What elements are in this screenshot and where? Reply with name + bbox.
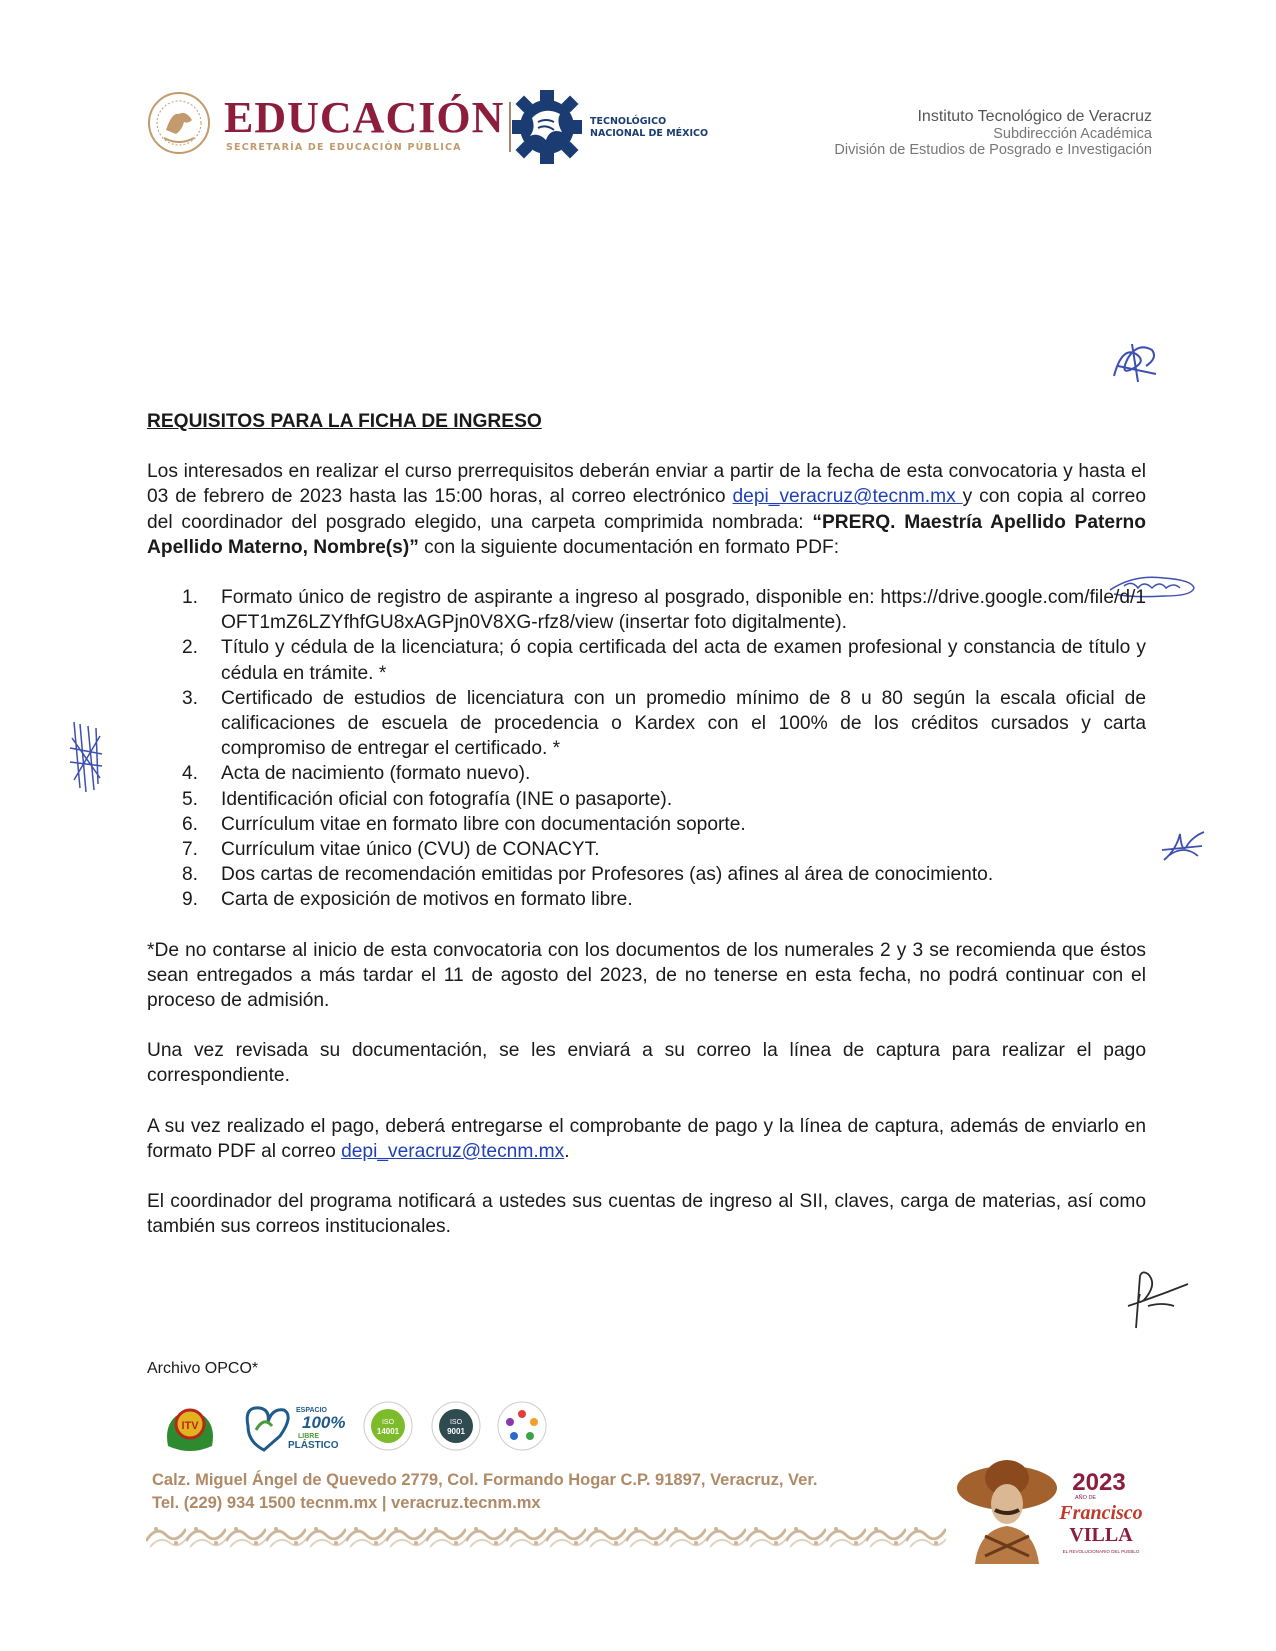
equality-badge-icon xyxy=(498,1402,546,1450)
tecnm-gear-logo-icon xyxy=(510,88,586,166)
requirement-text: Currículum vitae en formato libre con documentación soporte. xyxy=(221,813,746,835)
requirement-number: 2. xyxy=(182,637,199,659)
requirement-item xyxy=(147,812,1146,837)
footer-contact: Tel. (229) 934 1500 tecnm.mx | veracruz.tecnm.mx xyxy=(152,1494,541,1512)
plastic-free-line1: ESPACIO xyxy=(296,1407,327,1414)
itv-logo-icon xyxy=(167,1410,213,1451)
requirement-item xyxy=(147,761,1146,786)
requirement-item xyxy=(147,635,1146,685)
plastic-free-line2: 100% xyxy=(302,1413,346,1432)
requirement-item xyxy=(147,837,1146,862)
requirement-item xyxy=(147,686,1146,762)
requirement-item xyxy=(147,862,1146,887)
coordinator-paragraph: El coordinador del programa notificará a ustedes sus cuentas de ingreso al SII, claves, carga de materias, así como también sus correos institucionales. xyxy=(147,1191,1146,1238)
tecnm-line1: TECNOLÓGICO xyxy=(590,116,667,127)
payment-paragraph xyxy=(147,1114,1146,1164)
intro-email-link[interactable]: depi_veracruz@tecnm.mx xyxy=(732,486,963,508)
payment-email-link[interactable]: depi_veracruz@tecnm.mx xyxy=(341,1140,565,1162)
plastic-free-logo-icon xyxy=(247,1407,345,1451)
requirement-text: Carta de exposición de motivos en formato libre. xyxy=(221,889,633,911)
requirement-item xyxy=(147,585,1146,635)
footer-address: Calz. Miguel Ángel de Quevedo 2779, Col. Formando Hogar C.P. 91897, Veracruz, Ver. xyxy=(152,1471,818,1489)
requirement-number: 1. xyxy=(182,587,199,609)
signature-mark-bottom-right-icon xyxy=(1118,1266,1194,1332)
footer-address-block xyxy=(152,1469,817,1515)
sep-coat-of-arms-icon xyxy=(146,90,212,156)
villa-small-label: AÑO DE xyxy=(1075,1495,1097,1501)
institute-name: Instituto Tecnológico de Veracruz xyxy=(917,108,1152,125)
tecnm-label xyxy=(590,116,710,140)
villa-name-last: VILLA xyxy=(1069,1524,1133,1546)
villa-year: 2023 xyxy=(1072,1469,1126,1496)
requirement-text: Formato único de registro de aspirante a ingreso al posgrado, disponible en: xyxy=(221,587,881,609)
villa-tagline: EL REVOLUCIONARIO DEL PUEBLO xyxy=(1062,1549,1140,1554)
itv-logo-text: ITV xyxy=(181,1420,199,1432)
intro-paragraph xyxy=(147,459,1146,560)
document-body xyxy=(147,409,1146,1239)
signature-mark-top-right-icon xyxy=(1108,336,1164,386)
requirement-item xyxy=(147,887,1146,912)
requirement-number: 6. xyxy=(182,813,199,835)
sep-title: EDUCACIÓN xyxy=(224,93,505,142)
review-paragraph: Una vez revisada su documentación, se les enviará a su correo la línea de captura para realizar el pago correspondiente. xyxy=(147,1040,1146,1087)
signature-mark-mid-right-icon xyxy=(1158,826,1208,866)
signature-mark-left-margin-icon xyxy=(66,718,106,796)
requirement-suffix: (insertar foto digitalmente). xyxy=(613,612,847,634)
villa-name-first: Francisco xyxy=(1059,1502,1143,1524)
requirement-item xyxy=(147,787,1146,812)
requirement-number: 3. xyxy=(182,687,199,709)
certification-logos xyxy=(160,1396,560,1456)
requirement-text: Identificación oficial con fotografía (INE o pasaporte). xyxy=(221,788,673,810)
intro-text-3: con la siguiente documentación en formato PDF: xyxy=(418,536,840,558)
requirement-text: Certificado de estudios de licenciatura con un promedio mínimo de 8 u 80 según la escala oficial de calificaciones de escuela de procedencia o Kardex con el 100% de los créditos cursados y carta compromiso de entregar el certificado. * xyxy=(221,687,1146,760)
requirement-text: Dos cartas de recomendación emitidas por Profesores (as) afines al área de conocimiento. xyxy=(221,864,994,886)
footer-decorative-band xyxy=(146,1521,946,1549)
iso-9001-badge-icon xyxy=(432,1402,480,1450)
note-paragraph: *De no contarse al inicio de esta convocatoria con los documentos de los numerales 2 y 3 se recomienda que éstos sean entregados a más tardar el 11 de agosto del 2023, de no tenerse en esta fecha, no podrá continuar con el proceso de admisión. xyxy=(147,939,1146,1012)
payment-text-2: . xyxy=(564,1140,570,1162)
iso-9001-line1: ISO xyxy=(449,1419,463,1426)
intro-text-2: y con copia al correo del coordinador del posgrado elegido, una carpeta comprimida nombrada: xyxy=(147,486,1147,533)
subdireccion-name: Subdirección Académica xyxy=(993,126,1152,142)
iso-14001-line2: 14001 xyxy=(376,1427,400,1436)
tecnm-line2: NACIONAL DE MÉXICO xyxy=(590,128,709,139)
archivo-label: Archivo OPCO* xyxy=(147,1360,259,1377)
requirements-list xyxy=(147,585,1146,913)
iso-14001-badge-icon xyxy=(364,1402,412,1450)
requirement-text: Currículum vitae único (CVU) de CONACYT. xyxy=(221,839,600,861)
intro-folder-name: “PRERQ. Maestría Apellido Paterno Apellido Materno, Nombre(s)” xyxy=(147,511,1146,558)
sep-subtitle: SECRETARÍA DE EDUCACIÓN PÚBLICA xyxy=(226,142,462,153)
requirement-number: 7. xyxy=(182,839,199,861)
plastic-free-line4: PLÁSTICO xyxy=(288,1440,339,1451)
document-title: REQUISITOS PARA LA FICHA DE INGRESO xyxy=(147,411,542,432)
requirement-number: 4. xyxy=(182,763,199,785)
requirement-text: Acta de nacimiento (formato nuevo). xyxy=(221,763,531,785)
requirement-number: 8. xyxy=(182,864,199,886)
division-name: División de Estudios de Posgrado e Investigación xyxy=(834,142,1152,158)
header-logos xyxy=(146,88,709,168)
requirement-number: 5. xyxy=(182,788,199,810)
requirement-number: 9. xyxy=(182,889,199,911)
intro-text-1: Los interesados en realizar el curso prerrequisitos deberán enviar a partir de la fecha de esta convocatoria y hasta el 03 de febrero de 2023 hasta las 15:00 horas, al correo electrónico xyxy=(147,461,1146,508)
payment-text-1: A su vez realizado el pago, deberá entregarse el comprobante de pago y la línea de captura, además de enviarlo en formato PDF al correo xyxy=(147,1115,1146,1162)
institution-block xyxy=(834,108,1152,158)
plastic-free-line3: LIBRE xyxy=(298,1433,319,1440)
iso-9001-line2: 9001 xyxy=(447,1427,465,1436)
villa-portrait-icon xyxy=(957,1460,1057,1564)
francisco-villa-2023-logo xyxy=(955,1452,1155,1564)
requirement-text: Título y cédula de la licenciatura; ó copia certificada del acta de examen profesional y constancia de título y cédula en trámite. * xyxy=(221,637,1146,684)
iso-14001-line1: ISO xyxy=(381,1419,395,1426)
registration-form-url[interactable]: https://drive.google.com/file/d/1OFT1mZ6LZYfhfGU8xAGPjn0V8XG-rfz8/view xyxy=(221,587,1146,634)
